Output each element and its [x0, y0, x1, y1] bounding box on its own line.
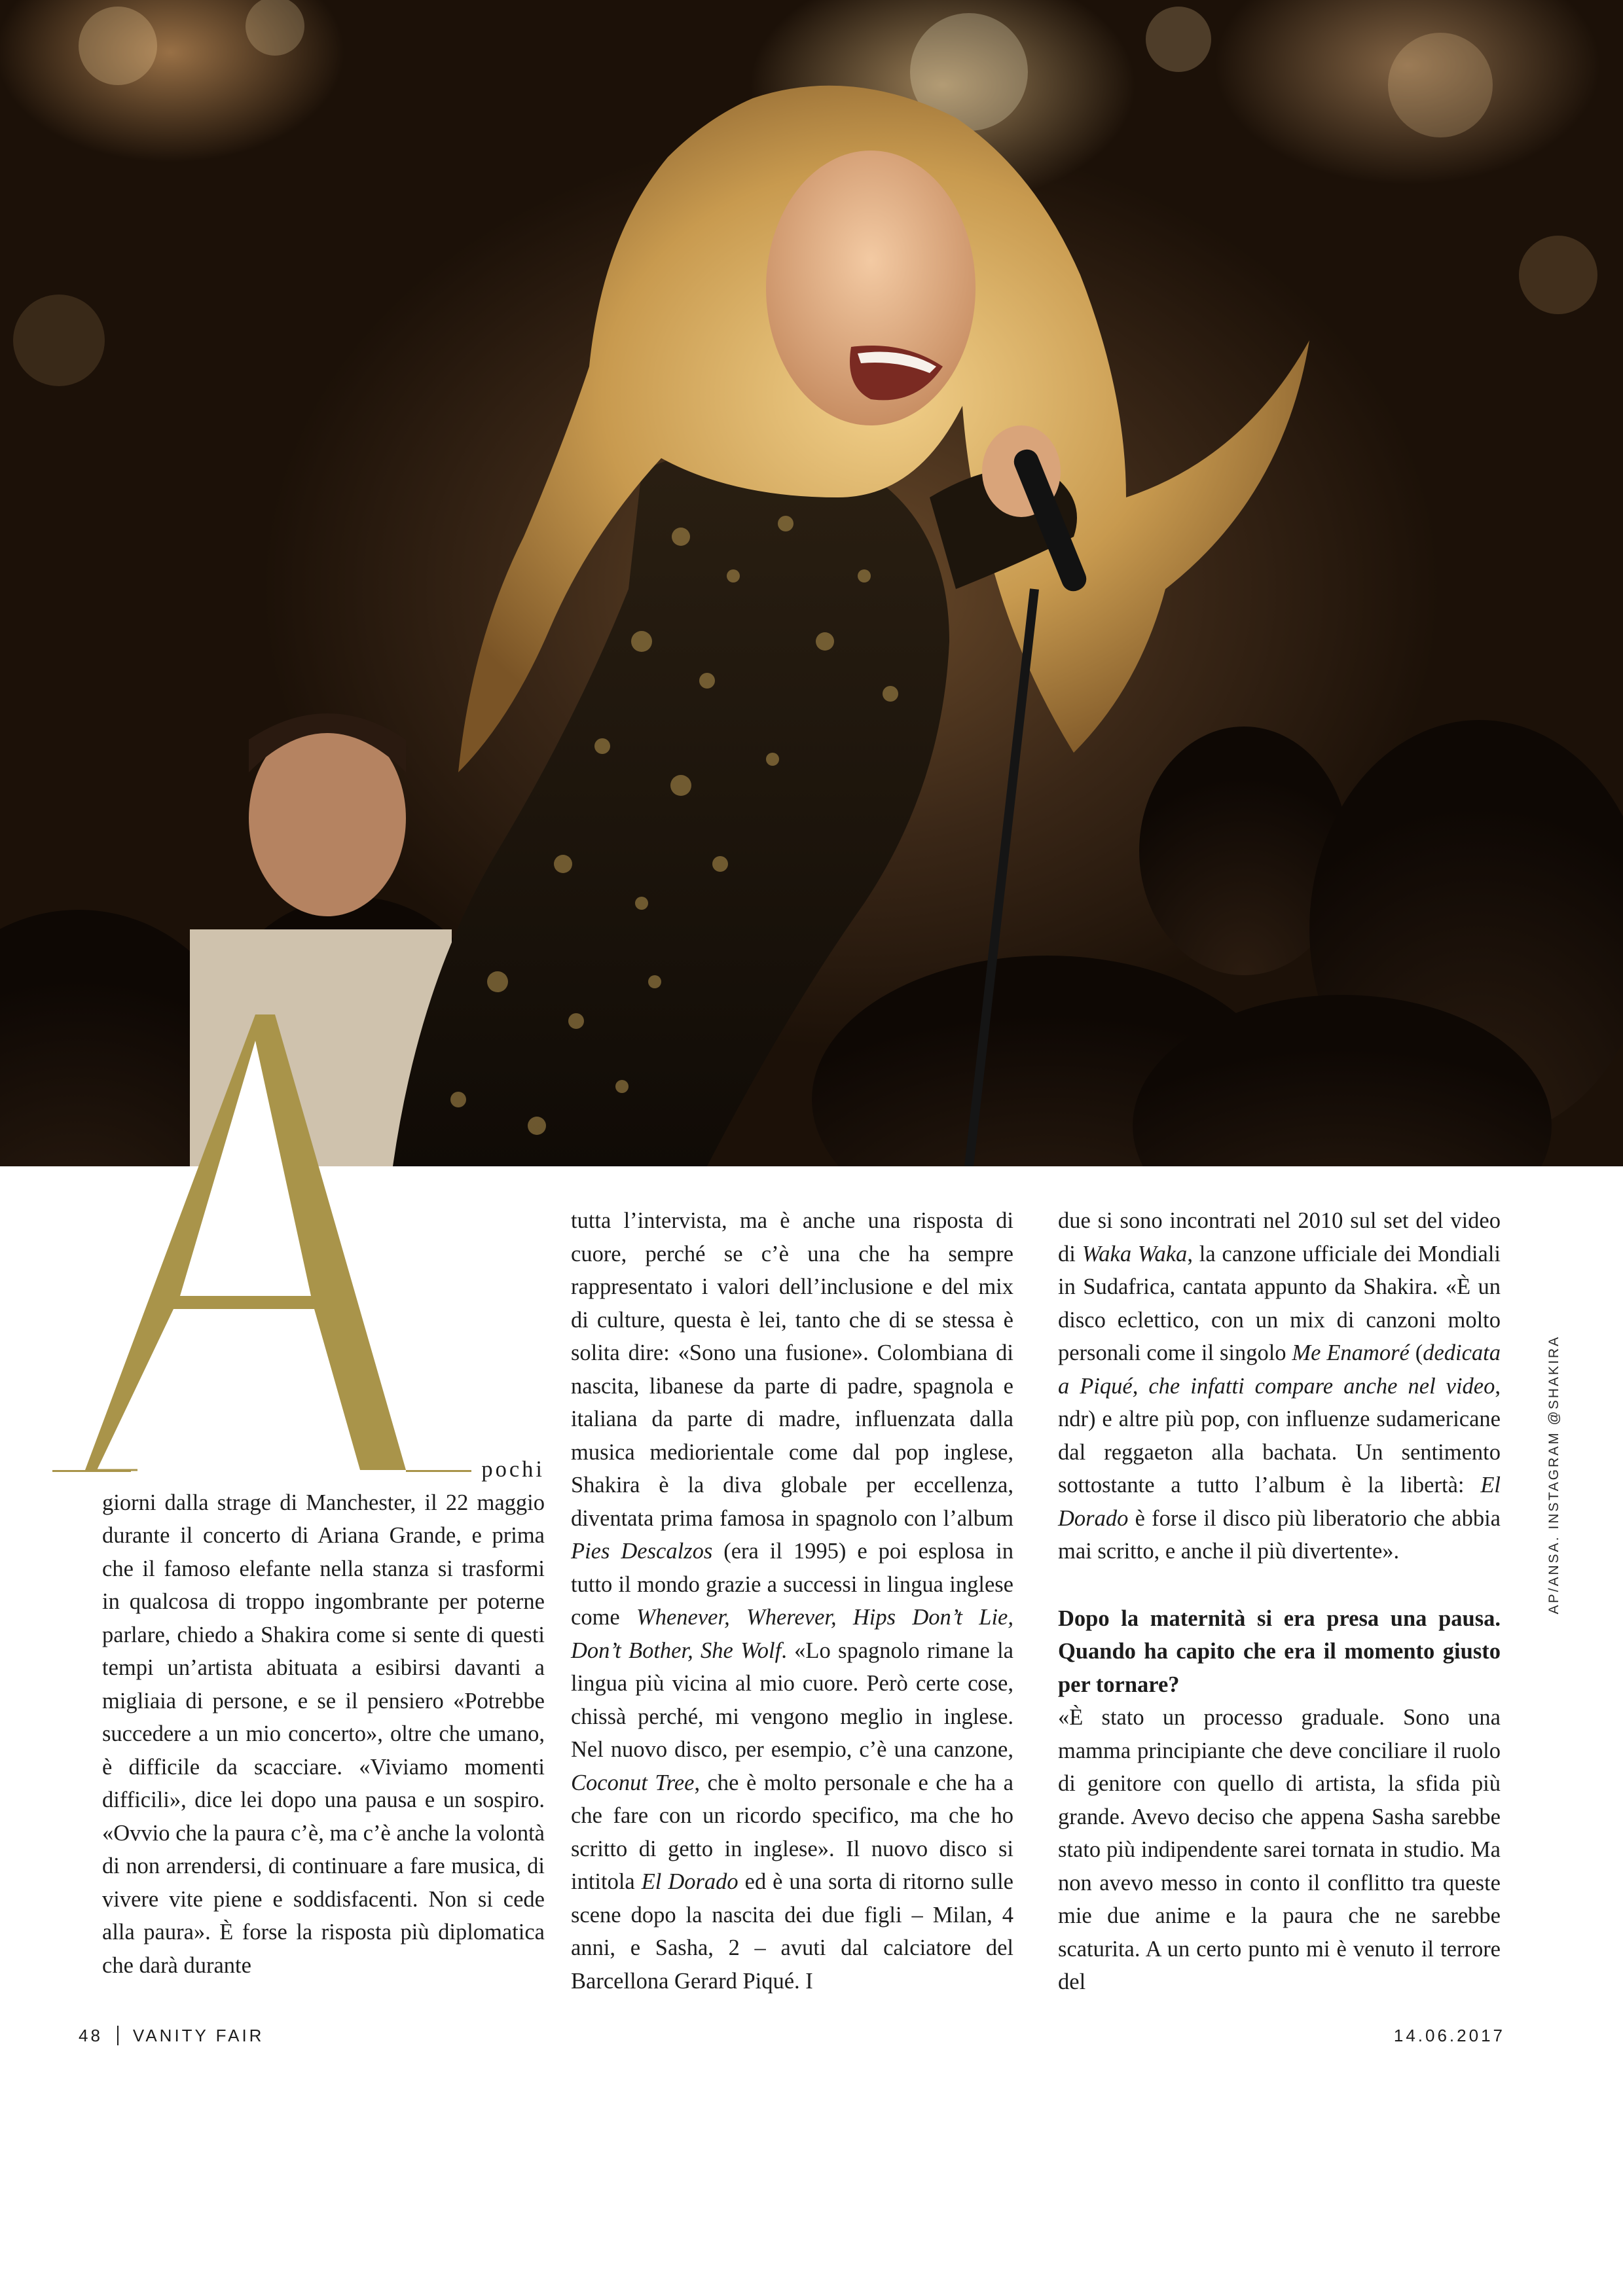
footer-separator: [117, 2026, 119, 2045]
page-number: 48: [79, 2026, 103, 2045]
column-3-text: due si sono incontrati nel 2010 sul set del video di Waka Waka, la canzone ufficiale dei Mondiali in Sudafrica, cantata appunto da Shakira. «È un disco eclettico, con un mix di canzoni molto personali come il singolo Me Enamoré (dedicata a Piqué, che infatti compare anche nel video, ndr) e altre più pop, con influenze sudamericane dal reggaeton alla bachata. Un sentimento sottostante a tutto l’album è la libertà: El Dorado è forse il disco più liberatorio che abbia mai scritto, e anche il più divertente».: [1058, 1208, 1501, 1564]
photo-credit: AP/ANSA. INSTAGRAM @SHAKIRA: [1546, 1335, 1561, 1615]
interview-question: Dopo la maternità si era presa una pausa. Quando ha capito che era il momento giusto per tornare?: [1058, 1605, 1501, 1697]
dropcap-letter-a: [39, 1001, 406, 1486]
interview-answer: «È stato un processo graduale. Sono una mamma principiante che deve conciliare il ruolo di genitore con quello di artista, la sfida più grande. Avevo deciso che appena Sasha sarebbe stato più indipendente sarei tornata in studio. Ma non avevo messo in conto il conflitto tra queste mie due anime e la paura che ne sarebbe scaturita. A un certo punto mi è venuto il terrore del: [1058, 1705, 1501, 1994]
article-column-2: [571, 1204, 1013, 1998]
magazine-name: VANITY FAIR: [132, 2026, 264, 2045]
column-2-text: tutta l’intervista, ma è anche una risposta di cuore, perché se c’è una che ha sempre rappresentato i valori dell’inclusione e del mix di culture, questa è lei, tanto che di se stessa è solita dire: «Sono una fusione». Colombiana di nascita, libanese da parte di padre, spagnola e italiana da parte di madre, influenzata dalla musica mediorientale come dal pop inglese, Shakira è la diva globale per eccellenza, diventata prima famosa in spagnolo con l’album Pies Descalzos (era il 1995) e poi esplosa in tutto il mondo grazie a successi in lingua inglese come Whenever, Wherever, Hips Don’t Lie, Don’t Bother, She Wolf. «Lo spagnolo rimane la lingua più vicina al mio cuore. Però certe cose, chissà perché, mi vengono meglio in inglese. Nel nuovo disco, per esempio, c’è una canzone, Coconut Tree, che è molto personale e che ha a che fare con un ricordo specifico, ma che ho scritto di getto in inglese». Il nuovo disco si intitola El Dorado ed è una sorta di ritorno sulle scene dopo la nascita dei due figli – Milan, 4 anni, e Sasha, 2 – avuti dal calciatore del Barcellona Gerard Piqué. I: [571, 1208, 1013, 1994]
article-column-3: [1058, 1204, 1501, 1999]
column-1-text: giorni dalla strage di Manchester, il 22 maggio durante il concerto di Ariana Grande, e prima che il famoso elefante nella stanza si trasformi in qualcosa di troppo ingombrante per poterne parlare, chiedo a Shakira come si sente di questi tempi un’artista abituata a esibirsi davanti a migliaia di persone, e se il pensiero «Potrebbe succedere a un mio concerto», oltre che umano, è difficile da scacciare. «Viviamo momenti difficili», dice lei dopo una pausa e un sospiro. «Ovvio che la paura c’è, ma c’è anche la volontà di non arrendersi, di continuare a fare musica, di vivere vite piene e soddisfacenti. Non si cede alla paura». È forse la risposta più diplomatica che darà durante: [102, 1490, 545, 1978]
issue-date: 14.06.2017: [1393, 2026, 1505, 2045]
footer-left: [79, 2026, 264, 2046]
first-word: pochi: [481, 1457, 545, 1482]
article-column-1: [102, 1453, 545, 1982]
